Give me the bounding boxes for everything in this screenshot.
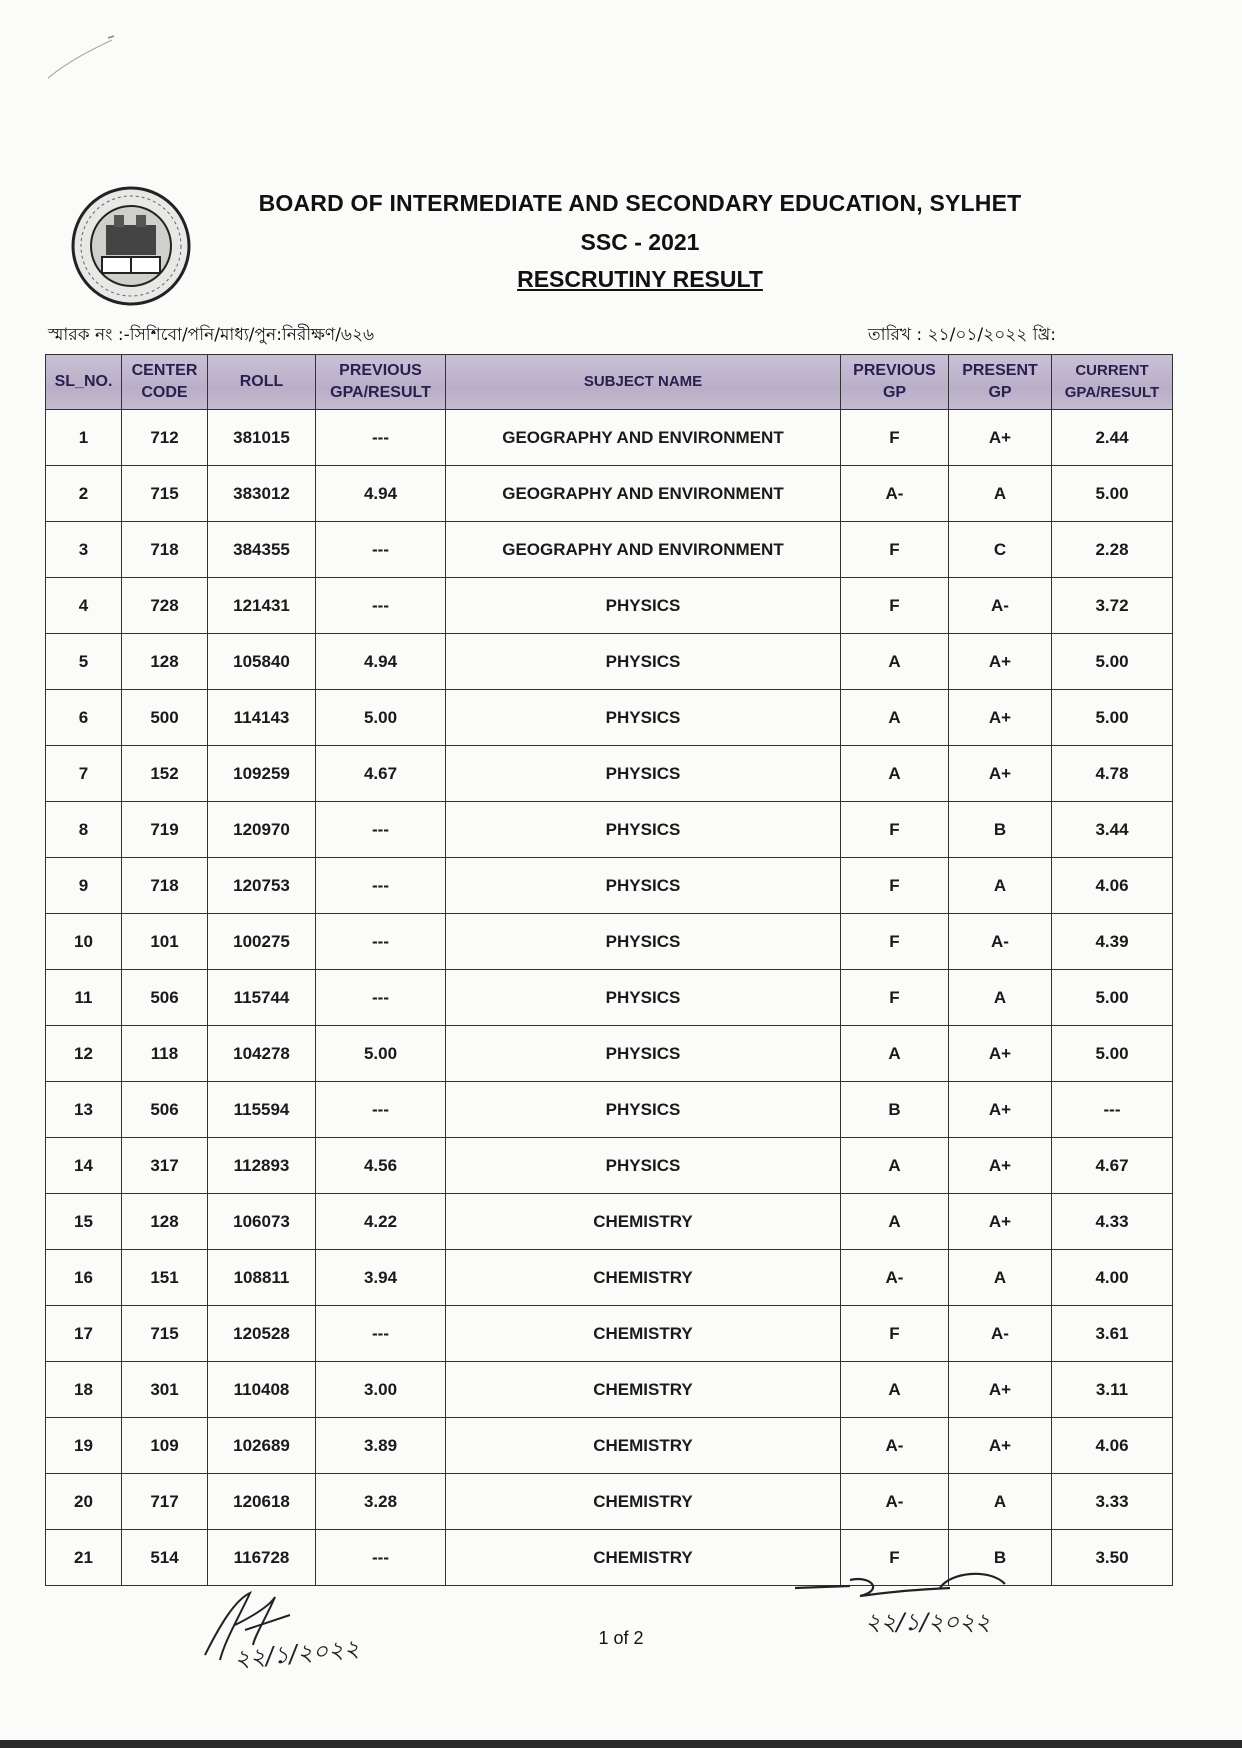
table-row — [46, 1418, 1173, 1474]
cell-center-code: 715 — [122, 1306, 208, 1362]
cell-present-gp: A+ — [949, 410, 1052, 466]
cell-previous-gp: A — [841, 1138, 949, 1194]
cell-current-gpa: 5.00 — [1052, 634, 1173, 690]
cell-sl-no: 5 — [46, 634, 122, 690]
cell-subject-name: PHYSICS — [446, 1138, 841, 1194]
signature-left-date: ২২/১/২০২২ — [233, 1634, 361, 1673]
scratch-mark — [40, 30, 130, 90]
cell-subject-name: CHEMISTRY — [446, 1362, 841, 1418]
cell-current-gpa: 2.44 — [1052, 410, 1173, 466]
cell-current-gpa: 4.39 — [1052, 914, 1173, 970]
table-row — [46, 1250, 1173, 1306]
cell-sl-no: 4 — [46, 578, 122, 634]
cell-roll: 102689 — [208, 1418, 316, 1474]
table-row — [46, 1194, 1173, 1250]
cell-roll: 120618 — [208, 1474, 316, 1530]
cell-center-code: 718 — [122, 522, 208, 578]
cell-previous-gp: A — [841, 1362, 949, 1418]
cell-center-code: 728 — [122, 578, 208, 634]
cell-roll: 384355 — [208, 522, 316, 578]
cell-previous-gpa: --- — [316, 522, 446, 578]
cell-previous-gpa: --- — [316, 914, 446, 970]
cell-previous-gp: F — [841, 970, 949, 1026]
table-row — [46, 1362, 1173, 1418]
cell-sl-no: 10 — [46, 914, 122, 970]
col-present-gp: PRESENT GP — [949, 355, 1052, 410]
cell-roll: 120970 — [208, 802, 316, 858]
cell-previous-gp: F — [841, 914, 949, 970]
cell-roll: 112893 — [208, 1138, 316, 1194]
cell-previous-gp: F — [841, 1530, 949, 1586]
cell-roll: 121431 — [208, 578, 316, 634]
cell-subject-name: PHYSICS — [446, 1026, 841, 1082]
cell-subject-name: PHYSICS — [446, 690, 841, 746]
cell-center-code: 109 — [122, 1418, 208, 1474]
cell-center-code: 152 — [122, 746, 208, 802]
memo-number: স্মারক নং :-সিশিবো/পনি/মাধ্য/পুন:নিরীক্ষণ/৬২৬ — [48, 325, 375, 345]
cell-previous-gpa: 4.94 — [316, 466, 446, 522]
cell-center-code: 715 — [122, 466, 208, 522]
table-row — [46, 410, 1173, 466]
cell-sl-no: 1 — [46, 410, 122, 466]
cell-roll: 120528 — [208, 1306, 316, 1362]
cell-previous-gpa: 5.00 — [316, 690, 446, 746]
cell-subject-name: PHYSICS — [446, 746, 841, 802]
cell-previous-gp: F — [841, 802, 949, 858]
cell-previous-gpa: --- — [316, 578, 446, 634]
cell-center-code: 128 — [122, 1194, 208, 1250]
page-number: 1 of 2 — [598, 1628, 644, 1648]
cell-present-gp: A — [949, 1474, 1052, 1530]
cell-roll: 110408 — [208, 1362, 316, 1418]
scan-edge — [0, 1740, 1242, 1748]
cell-sl-no: 9 — [46, 858, 122, 914]
cell-center-code: 719 — [122, 802, 208, 858]
cell-previous-gp: F — [841, 410, 949, 466]
cell-roll: 108811 — [208, 1250, 316, 1306]
cell-current-gpa: 4.67 — [1052, 1138, 1173, 1194]
cell-previous-gpa: --- — [316, 970, 446, 1026]
cell-previous-gp: A- — [841, 1418, 949, 1474]
cell-center-code: 514 — [122, 1530, 208, 1586]
table-row — [46, 858, 1173, 914]
cell-present-gp: A — [949, 858, 1052, 914]
cell-previous-gpa: 4.56 — [316, 1138, 446, 1194]
cell-subject-name: PHYSICS — [446, 914, 841, 970]
cell-previous-gp: B — [841, 1082, 949, 1138]
cell-center-code: 506 — [122, 1082, 208, 1138]
cell-subject-name: CHEMISTRY — [446, 1418, 841, 1474]
cell-sl-no: 7 — [46, 746, 122, 802]
cell-current-gpa: --- — [1052, 1082, 1173, 1138]
table-row — [46, 914, 1173, 970]
cell-subject-name: GEOGRAPHY AND ENVIRONMENT — [446, 522, 841, 578]
cell-sl-no: 8 — [46, 802, 122, 858]
table-row — [46, 634, 1173, 690]
cell-roll: 104278 — [208, 1026, 316, 1082]
cell-present-gp: A — [949, 466, 1052, 522]
cell-present-gp: C — [949, 522, 1052, 578]
cell-roll: 115744 — [208, 970, 316, 1026]
table-row — [46, 1082, 1173, 1138]
exam-name: SSC - 2021 — [580, 229, 700, 255]
cell-previous-gp: A- — [841, 1474, 949, 1530]
cell-center-code: 718 — [122, 858, 208, 914]
cell-current-gpa: 5.00 — [1052, 690, 1173, 746]
table-row — [46, 466, 1173, 522]
cell-sl-no: 12 — [46, 1026, 122, 1082]
cell-current-gpa: 3.11 — [1052, 1362, 1173, 1418]
cell-current-gpa: 3.50 — [1052, 1530, 1173, 1586]
cell-subject-name: PHYSICS — [446, 578, 841, 634]
cell-roll: 120753 — [208, 858, 316, 914]
cell-current-gpa: 3.61 — [1052, 1306, 1173, 1362]
cell-subject-name: CHEMISTRY — [446, 1250, 841, 1306]
cell-present-gp: A+ — [949, 634, 1052, 690]
col-center-code: CENTER CODE — [122, 355, 208, 410]
issue-date: তারিখ : ২১/০১/২০২২ খ্রি: — [867, 325, 1056, 345]
cell-present-gp: A — [949, 1250, 1052, 1306]
col-subject-name: SUBJECT NAME — [446, 355, 841, 410]
cell-previous-gpa: 4.67 — [316, 746, 446, 802]
cell-sl-no: 11 — [46, 970, 122, 1026]
document-header — [200, 190, 1080, 293]
document-title: RESCRUTINY RESULT — [517, 266, 763, 292]
cell-roll: 100275 — [208, 914, 316, 970]
cell-previous-gpa: 3.00 — [316, 1362, 446, 1418]
cell-current-gpa: 4.06 — [1052, 1418, 1173, 1474]
cell-roll: 105840 — [208, 634, 316, 690]
cell-previous-gp: A- — [841, 1250, 949, 1306]
cell-current-gpa: 4.00 — [1052, 1250, 1173, 1306]
table-row — [46, 1026, 1173, 1082]
cell-roll: 114143 — [208, 690, 316, 746]
cell-current-gpa: 5.00 — [1052, 970, 1173, 1026]
cell-roll: 116728 — [208, 1530, 316, 1586]
cell-previous-gp: F — [841, 578, 949, 634]
cell-subject-name: PHYSICS — [446, 858, 841, 914]
cell-subject-name: PHYSICS — [446, 1082, 841, 1138]
cell-sl-no: 18 — [46, 1362, 122, 1418]
cell-current-gpa: 5.00 — [1052, 1026, 1173, 1082]
cell-sl-no: 20 — [46, 1474, 122, 1530]
cell-roll: 383012 — [208, 466, 316, 522]
cell-subject-name: PHYSICS — [446, 802, 841, 858]
cell-present-gp: A+ — [949, 1138, 1052, 1194]
cell-subject-name: CHEMISTRY — [446, 1194, 841, 1250]
cell-sl-no: 19 — [46, 1418, 122, 1474]
cell-current-gpa: 5.00 — [1052, 466, 1173, 522]
col-current-gpa: CURRENT GPA/RESULT — [1052, 355, 1173, 410]
cell-current-gpa: 3.33 — [1052, 1474, 1173, 1530]
cell-previous-gpa: --- — [316, 1530, 446, 1586]
cell-sl-no: 2 — [46, 466, 122, 522]
cell-current-gpa: 4.78 — [1052, 746, 1173, 802]
cell-center-code: 317 — [122, 1138, 208, 1194]
cell-sl-no: 13 — [46, 1082, 122, 1138]
cell-previous-gp: A — [841, 1194, 949, 1250]
cell-roll: 381015 — [208, 410, 316, 466]
cell-center-code: 717 — [122, 1474, 208, 1530]
cell-previous-gp: A- — [841, 466, 949, 522]
table-row — [46, 1138, 1173, 1194]
col-previous-gp: PREVIOUS GP — [841, 355, 949, 410]
cell-previous-gpa: --- — [316, 858, 446, 914]
cell-current-gpa: 4.33 — [1052, 1194, 1173, 1250]
cell-present-gp: A+ — [949, 1194, 1052, 1250]
cell-present-gp: A+ — [949, 1418, 1052, 1474]
board-name: BOARD OF INTERMEDIATE AND SECONDARY EDUCATION, SYLHET — [258, 190, 1022, 216]
table-row — [46, 1306, 1173, 1362]
cell-previous-gpa: 4.22 — [316, 1194, 446, 1250]
cell-previous-gp: A — [841, 746, 949, 802]
cell-previous-gp: A — [841, 634, 949, 690]
cell-center-code: 101 — [122, 914, 208, 970]
cell-previous-gpa: --- — [316, 1306, 446, 1362]
cell-center-code: 500 — [122, 690, 208, 746]
cell-present-gp: A- — [949, 578, 1052, 634]
cell-previous-gpa: 3.94 — [316, 1250, 446, 1306]
cell-subject-name: CHEMISTRY — [446, 1530, 841, 1586]
cell-current-gpa: 3.44 — [1052, 802, 1173, 858]
cell-current-gpa: 2.28 — [1052, 522, 1173, 578]
cell-present-gp: A+ — [949, 1082, 1052, 1138]
cell-sl-no: 17 — [46, 1306, 122, 1362]
cell-present-gp: A+ — [949, 690, 1052, 746]
cell-subject-name: PHYSICS — [446, 634, 841, 690]
col-previous-gpa: PREVIOUS GPA/RESULT — [316, 355, 446, 410]
table-row — [46, 802, 1173, 858]
cell-present-gp: A- — [949, 1306, 1052, 1362]
cell-present-gp: A+ — [949, 1026, 1052, 1082]
cell-current-gpa: 4.06 — [1052, 858, 1173, 914]
cell-previous-gpa: 4.94 — [316, 634, 446, 690]
table-row — [46, 746, 1173, 802]
cell-previous-gp: A — [841, 690, 949, 746]
cell-center-code: 506 — [122, 970, 208, 1026]
table-row — [46, 522, 1173, 578]
cell-roll: 109259 — [208, 746, 316, 802]
cell-previous-gpa: --- — [316, 802, 446, 858]
cell-current-gpa: 3.72 — [1052, 578, 1173, 634]
cell-previous-gpa: --- — [316, 410, 446, 466]
cell-previous-gp: F — [841, 522, 949, 578]
cell-previous-gpa: --- — [316, 1082, 446, 1138]
cell-roll: 106073 — [208, 1194, 316, 1250]
cell-present-gp: A- — [949, 914, 1052, 970]
cell-present-gp: B — [949, 1530, 1052, 1586]
cell-sl-no: 16 — [46, 1250, 122, 1306]
cell-subject-name: PHYSICS — [446, 970, 841, 1026]
cell-subject-name: CHEMISTRY — [446, 1474, 841, 1530]
cell-previous-gp: F — [841, 1306, 949, 1362]
table-row — [46, 690, 1173, 746]
cell-present-gp: A+ — [949, 746, 1052, 802]
cell-sl-no: 3 — [46, 522, 122, 578]
table-header-row — [46, 355, 1173, 410]
cell-present-gp: A — [949, 970, 1052, 1026]
col-roll: ROLL — [208, 355, 316, 410]
cell-sl-no: 14 — [46, 1138, 122, 1194]
results-table — [45, 354, 1173, 1586]
cell-previous-gpa: 3.89 — [316, 1418, 446, 1474]
cell-previous-gp: F — [841, 858, 949, 914]
table-row — [46, 1474, 1173, 1530]
cell-present-gp: B — [949, 802, 1052, 858]
cell-center-code: 712 — [122, 410, 208, 466]
cell-previous-gpa: 5.00 — [316, 1026, 446, 1082]
cell-subject-name: CHEMISTRY — [446, 1306, 841, 1362]
cell-subject-name: GEOGRAPHY AND ENVIRONMENT — [446, 466, 841, 522]
cell-center-code: 301 — [122, 1362, 208, 1418]
cell-sl-no: 15 — [46, 1194, 122, 1250]
col-sl-no: SL_NO. — [46, 355, 122, 410]
cell-sl-no: 21 — [46, 1530, 122, 1586]
cell-center-code: 151 — [122, 1250, 208, 1306]
cell-center-code: 128 — [122, 634, 208, 690]
cell-subject-name: GEOGRAPHY AND ENVIRONMENT — [446, 410, 841, 466]
cell-center-code: 118 — [122, 1026, 208, 1082]
board-seal-logo — [70, 185, 192, 307]
table-row — [46, 970, 1173, 1026]
cell-sl-no: 6 — [46, 690, 122, 746]
table-row — [46, 578, 1173, 634]
cell-roll: 115594 — [208, 1082, 316, 1138]
cell-present-gp: A+ — [949, 1362, 1052, 1418]
cell-previous-gp: A — [841, 1026, 949, 1082]
signature-right-date: ২২/১/২০২২ — [865, 1608, 991, 1636]
cell-previous-gpa: 3.28 — [316, 1474, 446, 1530]
